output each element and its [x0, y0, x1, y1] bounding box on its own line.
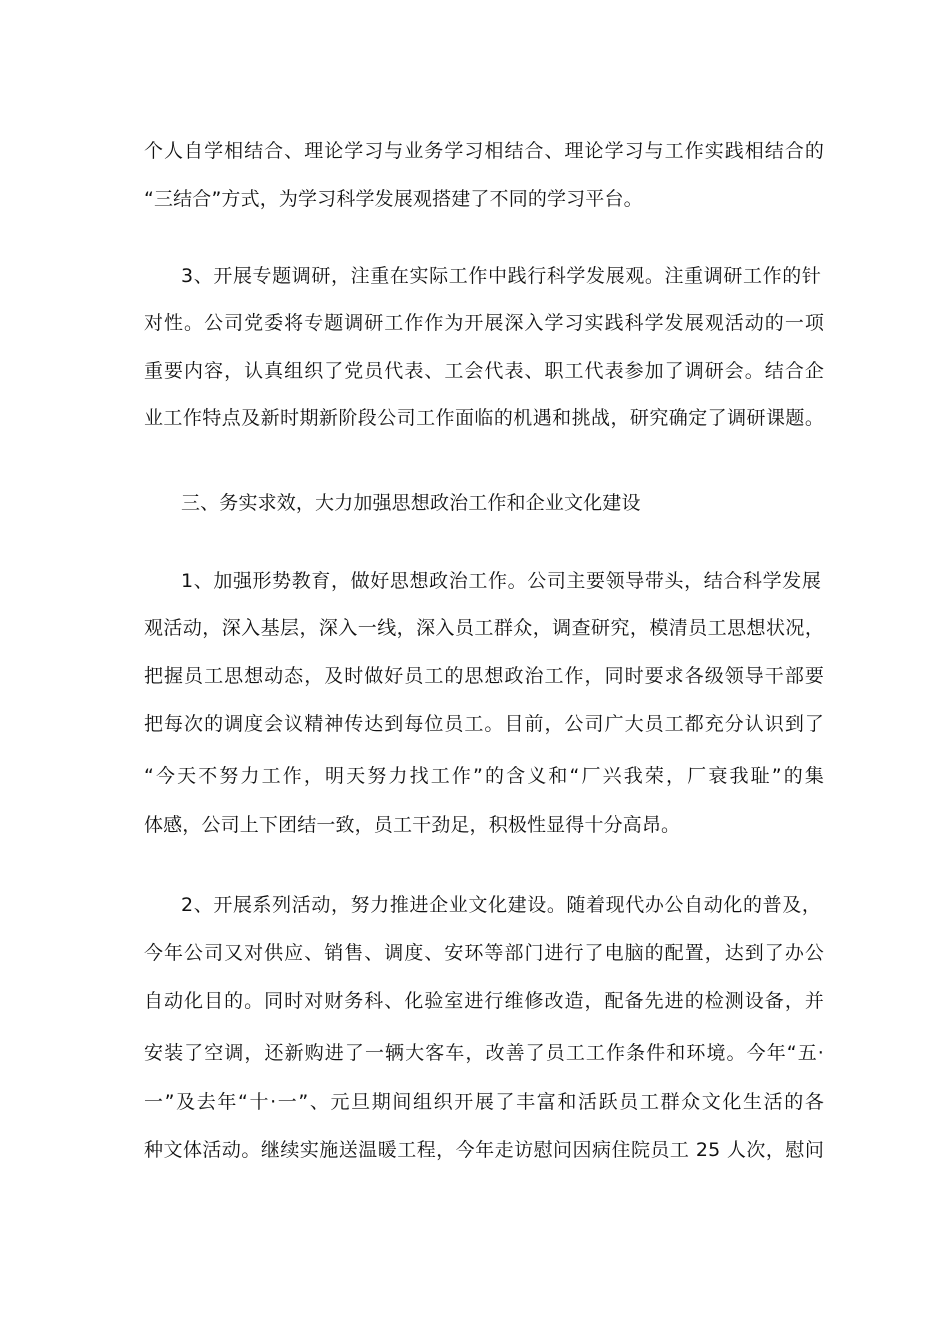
section-heading: 三、务实求效，大力加强思想政治工作和企业文化建设 — [181, 492, 641, 514]
paragraph-line: 重要内容，认真组织了党员代表、工会代表、职工代表参加了调研会。结合企 — [144, 360, 824, 382]
paragraph-line: “三结合”方式，为学习科学发展观搭建了不同的学习平台。 — [144, 188, 643, 210]
paragraph-line: 安装了空调，还新购进了一辆大客车，改善了员工工作条件和环境。今年“五· — [144, 1042, 824, 1064]
paragraph-line: 个人自学相结合、理论学习与业务学习相结合、理论学习与工作实践相结合的 — [144, 140, 824, 162]
paragraph-line: 把每次的调度会议精神传达到每位员工。目前，公司广大员工都充分认识到了 — [144, 713, 824, 735]
paragraph-line: 1、加强形势教育，做好思想政治工作。公司主要领导带头，结合科学发展 — [181, 570, 821, 592]
paragraph-line: 把握员工思想动态，及时做好员工的思想政治工作，同时要求各级领导干部要 — [144, 665, 824, 687]
paragraph-line: 今年公司又对供应、销售、调度、安环等部门进行了电脑的配置，达到了办公 — [144, 942, 824, 964]
paragraph-line: 自动化目的。同时对财务科、化验室进行维修改造，配备先进的检测设备，并 — [144, 990, 824, 1012]
paragraph-line: 体感，公司上下团结一致，员工干劲足，积极性显得十分高昂。 — [144, 814, 681, 836]
paragraph-line: 业工作特点及新时期新阶段公司工作面临的机遇和挑战，研究确定了调研课题。 — [144, 407, 824, 429]
paragraph-line: 对性。公司党委将专题调研工作作为开展深入学习实践科学发展观活动的一项 — [144, 312, 824, 334]
paragraph-line: 一”及去年“十·一”、元旦期间组织开展了丰富和活跃员工群众文化生活的各 — [144, 1091, 824, 1113]
paragraph-line: “今天不努力工作，明天努力找工作”的含义和“厂兴我荣，厂衰我耻”的集 — [144, 765, 824, 787]
paragraph-line: 种文体活动。继续实施送温暖工程，今年走访慰问因病住院员工 25 人次，慰问 — [144, 1139, 824, 1161]
paragraph-line: 观活动，深入基层，深入一线，深入员工群众，调查研究，模清员工思想状况， — [144, 617, 824, 639]
paragraph-line: 2、开展系列活动，努力推进企业文化建设。随着现代办公自动化的普及， — [181, 894, 821, 916]
paragraph-line: 3、开展专题调研，注重在实际工作中践行科学发展观。注重调研工作的针 — [181, 265, 821, 287]
